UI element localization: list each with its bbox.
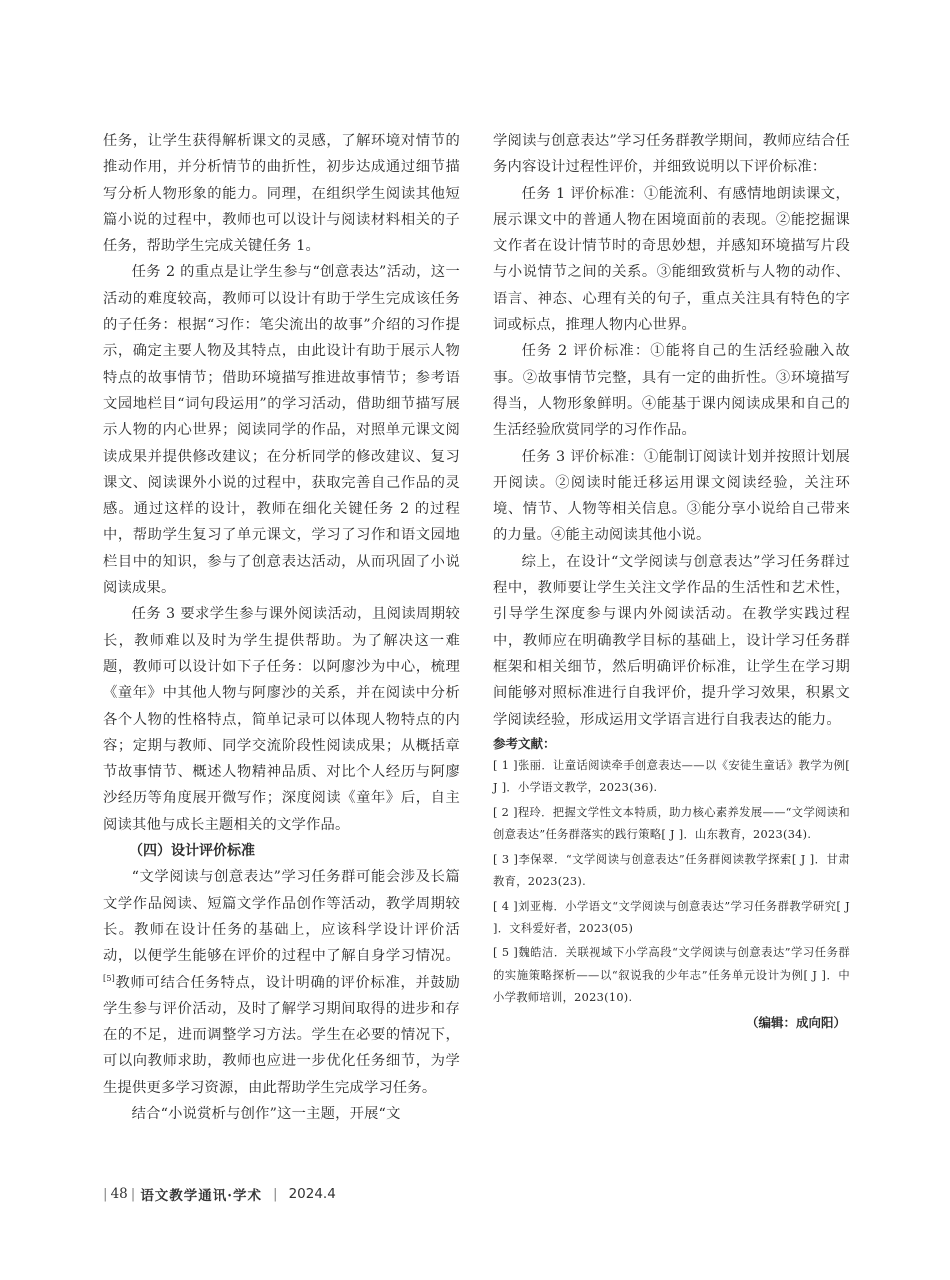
divider: |: [130, 1186, 136, 1202]
paragraph: 任务 2 的重点是让学生参与“创意表达”活动，这一活动的难度较高，教师可以设计有助于学生完成该任务的子任务：根据“习作：笔尖流出的故事”介绍的习作提示，确定主要人物及其特点，由此设计有助于展示人物特点的故事情节；借助环境描写推进故事情节；参考语文园地栏目“词句段运用”的学习活动，借助细节描写展示人物的内心世界；阅读同学的作品，对照单元课文阅读成果并提供修改建议；在分析同学的修改建议、复习课文、阅读课外小说的过程中，获取完善自己作品的灵感。通过这样的设计，教师在细化关键任务 2 的过程中，帮助学生复习了单元课文，学习了习作和语文园地栏目中的知识，参与了创意表达活动，从而巩固了小说阅读成果。: [103, 264, 460, 597]
paragraph: 综上，在设计“文学阅读与创意表达”学习任务群过程中，教师要让学生关注文学作品的生活性和艺术性，引导学生深度参与课内外阅读活动。在教学实践过程中，教师应在明确教学目标的基础上，设计学习任务群框架和相关细节，然后明确评价标准，让学生在学习期间能够对照标准进行自我评价，提升学习效果，积累文学阅读经验，形成运用文学语言进行自我表达的能力。: [493, 553, 850, 728]
paragraph: 任务 3 要求学生参与课外阅读活动，且阅读周期较长，教师难以及时为学生提供帮助。为了解决这一难题，教师可以设计如下子任务：以阿廖沙为中心，梳理《童年》中其他人物与阿廖沙的关系，并在阅读中分析各个人物的性格特点，简单记录可以体现人物特点的内容；定期与教师、同学交流阶段性阅读成果；从概括章节故事情节、概述人物精神品质、对比个人经历与阿廖沙经历等角度展开微写作；深度阅读《童年》后，自主阅读其他与成长主题相关的文学作品。: [103, 606, 460, 833]
paragraph: 任务 2 评价标准：①能将自己的生活经验融入故事。②故事情节完整，具有一定的曲折性。③环境描写得当，人物形象鲜明。④能基于课内阅读成果和自己的生活经验欣赏同学的习作作品。: [493, 343, 850, 439]
divider: |: [273, 1186, 278, 1202]
paragraph: 任务 1 评价标准：①能流利、有感情地朗读课文，展示课文中的普通人物在困境面前的表现。②能挖掘课文作者在设计情节时的奇思妙想，并感知环境描写片段与小说情节之间的关系。③能细致赏析与人物的动作、语言、神态、心理有关的句子，重点关注具有特色的字词或标点，推理人物内心世界。: [493, 185, 850, 334]
editor-credit: （编辑：成向阳）: [745, 1014, 846, 1030]
journal-name: 语文教学通讯·学术: [140, 1188, 263, 1204]
left-column: [103, 128, 460, 1127]
paragraph: 任务 3 评价标准：①能制订阅读计划并按照计划展开阅读。②阅读时能迁移运用课文阅读经验，关注环境、情节、人物等相关信息。③能分享小说给自己带来的力量。④能主动阅读其他小说。: [493, 448, 850, 544]
page-footer: [100, 1184, 336, 1204]
reference-item: [ 3 ]李保翠．“文学阅读与创意表达”任务群阅读教学探索[ J ]．甘肃教育，2023(23).: [493, 852, 850, 888]
page-number: 48: [110, 1186, 128, 1202]
citation-marker: [5]: [103, 973, 115, 983]
reference-item: [ 1 ]张丽．让童话阅读牵手创意表达——以《安徒生童话》教学为例[ J ]．小学语文教学，2023(36).: [493, 758, 850, 795]
issue-date: 2024.4: [288, 1186, 336, 1202]
reference-item: [ 2 ]程玲．把握文学性文本特质，助力核心素养发展——“文学阅读和创意表达”任务群落实的践行策略[ J ]．山东教育，2023(34).: [493, 805, 850, 841]
paragraph: 结合“小说赏析与创作”这一主题，开展“文: [131, 1105, 401, 1122]
reference-item: [ 4 ]刘亚梅．小学语文“文学阅读与创意表达”学习任务群教学研究[ J ]．文科爱好者，2023(05): [493, 899, 850, 935]
paragraph: [103, 864, 460, 1101]
paragraph: 任务，让学生获得解析课文的灵感，了解环境对情节的推动作用，并分析情节的曲折性，初步达成通过细节描写分析人物形象的能力。同理，在组织学生阅读其他短篇小说的过程中，教师也可以设计与阅读材料相关的子任务，帮助学生完成关键任务 1。: [103, 133, 460, 255]
reference-item: [ 5 ]魏皓洁．关联视域下小学高段“文学阅读与创意表达”学习任务群的实施策略探析——以“叙说我的少年志”任务单元设计为例[ J ]．中小学教师培训，2023(10).: [493, 946, 850, 1004]
references-list: [493, 755, 850, 1009]
paragraph-text: “文学阅读与创意表达”学习任务群可能会涉及长篇文学作品阅读、短篇文学作品创作等活动，教学周期较长。教师在设计任务的基础上，应该科学设计评价活动，以便学生能够在评价的过程中了解自身学习情况。: [103, 869, 460, 965]
divider: |: [103, 1186, 108, 1202]
paragraph-text: 教师可结合任务特点，设计明确的评价标准，并鼓励学生参与评价活动，及时了解学习期间取得的进步和存在的不足，进而调整学习方法。学生在必要的情况下，可以向教师求助，教师也应进一步优化任务细节，为学生提供更多学习资源，由此帮助学生完成学习任务。: [103, 974, 460, 1096]
references-heading: 参考文献：: [493, 735, 556, 751]
right-column: [493, 128, 850, 1034]
section-heading: （四）设计评价标准: [129, 843, 255, 860]
paragraph: 学阅读与创意表达”学习任务群教学期间，教师应结合任务内容设计过程性评价，并细致说明以下评价标准：: [493, 133, 850, 176]
